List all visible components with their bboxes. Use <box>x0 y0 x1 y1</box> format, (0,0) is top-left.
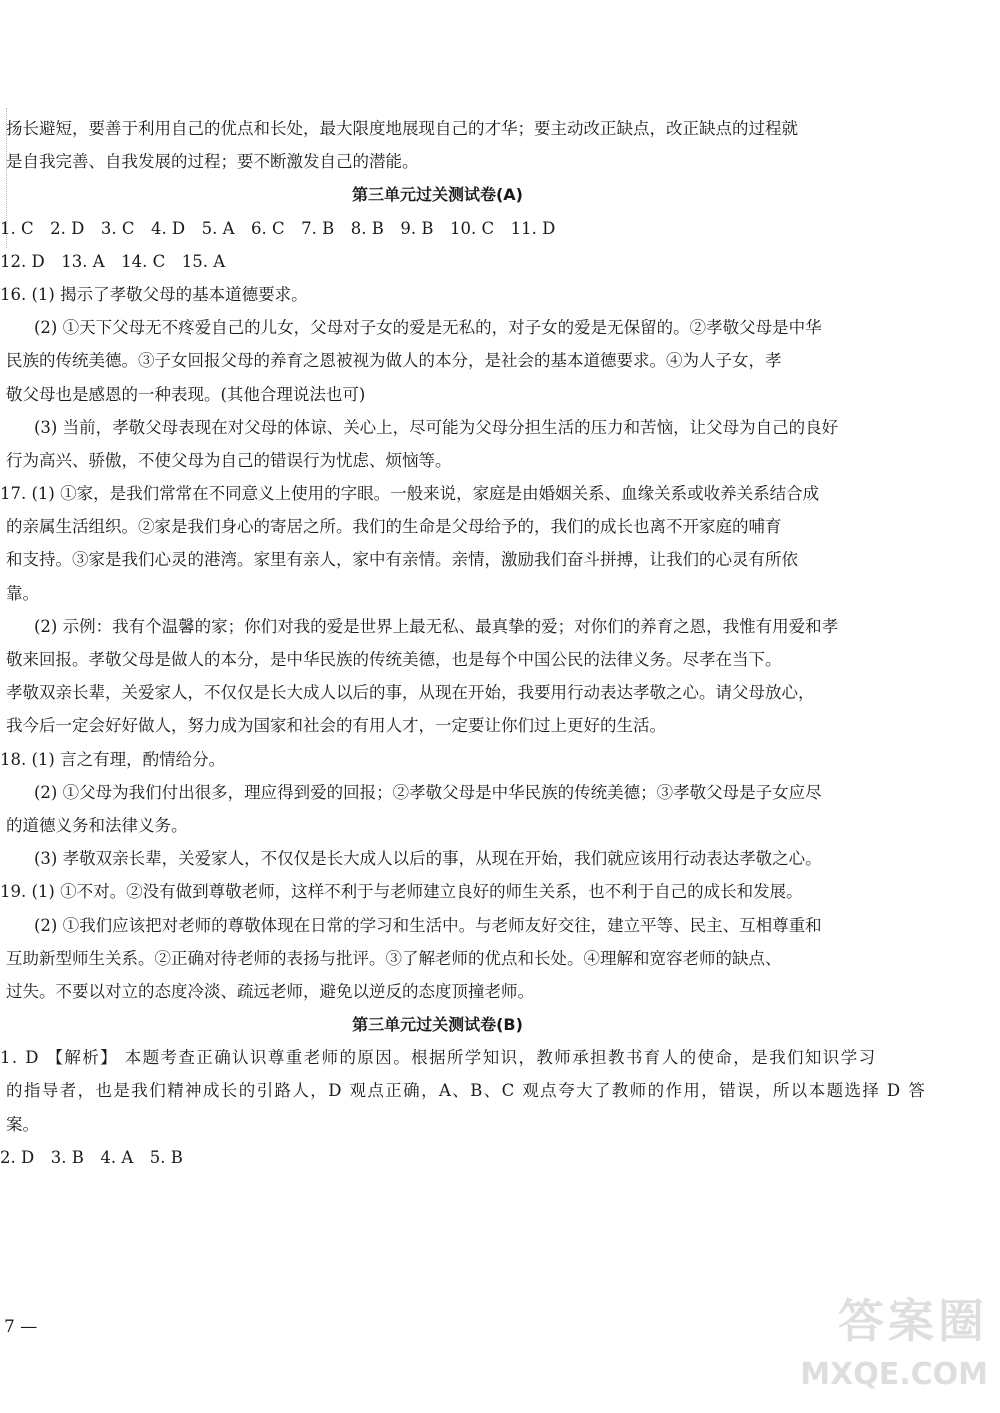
answer-line: (2) ①父母为我们付出很多，理应得到爱的回报；②孝敬父母是中华民族的传统美德；③孝敬父母是子女应尽 <box>34 782 822 802</box>
answer-line: 孝敬双亲长辈，关爱家人，不仅仅是长大成人以后的事，从现在开始，我要用行动表达孝敬之心。请父母放心， <box>6 683 815 703</box>
answer-line: 的指导者，也是我们精神成长的引路人，D 观点正确，A、B、C 观点夸大了教师的作用，错误，所以本题选择 D 答 <box>6 1081 927 1101</box>
page-number: 7 — <box>4 1317 38 1337</box>
text-line: 扬长避短，要善于利用自己的优点和长处，最大限度地展现自己的才华；要主动改正缺点，改正缺点的过程就 <box>6 119 798 138</box>
answer-document <box>0 112 927 1174</box>
answer-line: 的道德义务和法律义务。 <box>6 815 188 835</box>
watermark-domain: MXQE.COM <box>800 1357 988 1392</box>
text-line: 是自我完善、自我发展的过程；要不断激发自己的潜能。 <box>6 152 419 172</box>
answer-line: 12. D 13. A 14. C 15. A <box>0 251 226 271</box>
answer-line: 17. (1) ①家，是我们常常在不同意义上使用的字眼。一般来说，家庭是由婚姻关系、血缘关系或收养关系结合成 <box>0 484 820 504</box>
answer-line: 敬父母也是感恩的一种表现。(其他合理说法也可) <box>6 384 366 404</box>
watermark-text: 答案圈 <box>838 1294 988 1348</box>
answer-line: 行为高兴、骄傲，不使父母为自己的错误行为忧虑、烦恼等。 <box>6 450 452 470</box>
answer-line: 民族的传统美德。③子女回报父母的养育之恩被视为做人的本分，是社会的基本道德要求。④为人子女，孝 <box>6 351 782 371</box>
answer-line: 靠。 <box>6 583 39 603</box>
answer-line: (2) ①我们应该把对老师的尊敬体现在日常的学习和生活中。与老师友好交往，建立平等、民主、互相尊重和 <box>34 915 822 935</box>
answer-line: 的亲属生活组织。②家是我们身心的寄居之所。我们的生命是父母给予的，我们的成长也离不开家庭的哺育 <box>6 517 782 537</box>
answer-line: 16. (1) 揭示了孝敬父母的基本道德要求。 <box>0 284 308 304</box>
answer-line: 我今后一定会好好做人，努力成为国家和社会的有用人才，一定要让你们过上更好的生活。 <box>6 716 666 736</box>
answer-line: (3) 孝敬双亲长辈，关爱家人，不仅仅是长大成人以后的事，从现在开始，我们就应该用行动表达孝敬之心。 <box>34 849 822 869</box>
answer-line: 1. C 2. D 3. C 4. D 5. A 6. C 7. B 8. B 9. B 10. C 11. D <box>0 218 556 238</box>
answer-line: 19. (1) ①不对。②没有做到尊敬老师，这样不利于与老师建立良好的师生关系，也不利于自己的成长和发展。 <box>0 882 803 902</box>
answer-line: 过失。不要以对立的态度冷淡、疏远老师，避免以逆反的态度顶撞老师。 <box>6 981 534 1001</box>
answer-line: 案。 <box>6 1114 39 1134</box>
section-a-title: 第三单元过关测试卷(A) <box>351 185 523 205</box>
answer-line: (2) ①天下父母无不疼爱自己的儿女，父母对子女的爱是无私的，对子女的爱是无保留的。②孝敬父母是中华 <box>34 318 822 338</box>
watermark-logo <box>798 1291 988 1401</box>
answer-line: (2) 示例：我有个温馨的家；你们对我的爱是世界上最无私、最真挚的爱；对你们的养育之恩，我惟有用爱和孝 <box>34 616 839 636</box>
answer-line: (3) 当前，孝敬父母表现在对父母的体谅、关心上，尽可能为父母分担生活的压力和苦恼，让父母为自己的良好 <box>34 417 839 437</box>
section-b-title: 第三单元过关测试卷(B) <box>352 1015 523 1035</box>
answer-line: 18. (1) 言之有理，酌情给分。 <box>0 749 226 769</box>
answer-line: 和支持。③家是我们心灵的港湾。家里有亲人，家中有亲情。亲情，激励我们奋斗拼搏，让我们的心灵有所依 <box>6 550 798 570</box>
answer-line: 2. D 3. B 4. A 5. B <box>0 1147 183 1167</box>
answer-line: 1. D 【解析】 本题考查正确认识尊重老师的原因。根据所学知识，教师承担教书育人的使命，是我们知识学习 <box>0 1048 877 1068</box>
answer-line: 敬来回报。孝敬父母是做人的本分，是中华民族的传统美德，也是每个中国公民的法律义务。尽孝在当下。 <box>6 650 782 669</box>
answer-line: 互助新型师生关系。②正确对待老师的表扬与批评。③了解老师的优点和长处。④理解和宽容老师的缺点、 <box>6 948 782 968</box>
